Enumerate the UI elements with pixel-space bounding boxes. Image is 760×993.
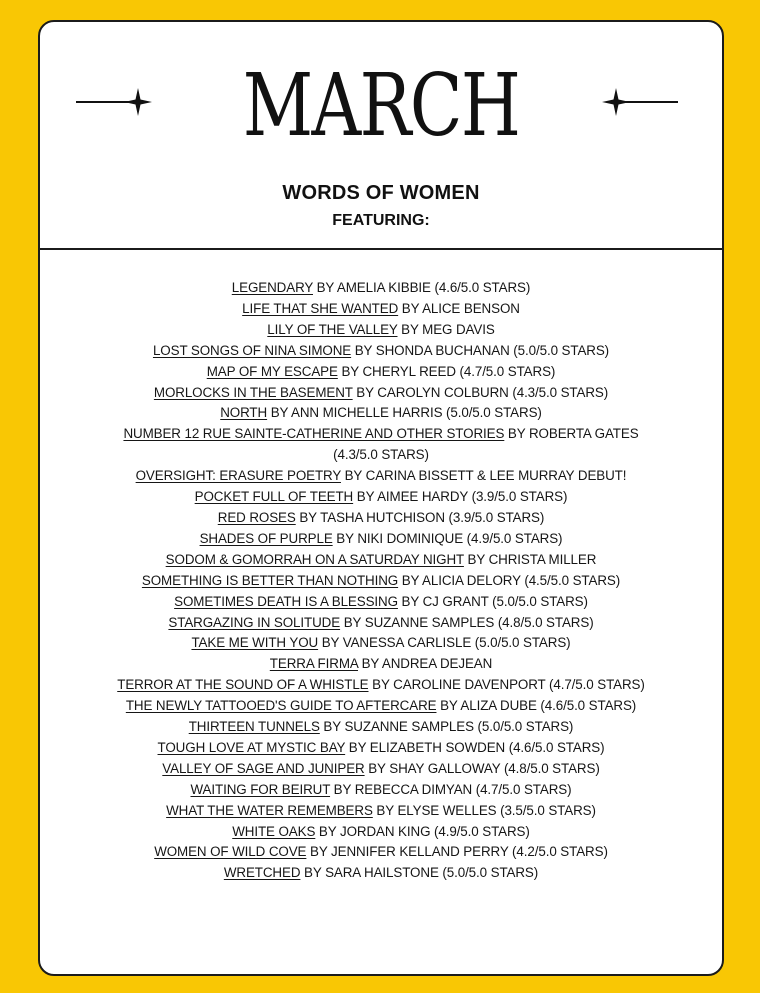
book-item xyxy=(40,278,722,299)
divider xyxy=(40,248,722,250)
book-info: BY TASHA HUTCHISON (3.9/5.0 STARS) xyxy=(295,509,545,525)
book-title[interactable]: TERRA FIRMA xyxy=(269,656,358,672)
book-info: BY CARINA BISSETT & LEE MURRAY DEBUT! xyxy=(340,468,627,484)
book-title[interactable]: LILY OF THE VALLEY xyxy=(267,321,398,337)
book-item xyxy=(40,822,722,843)
book-item xyxy=(40,863,722,884)
book-info: BY SUZANNE SAMPLES (5.0/5.0 STARS) xyxy=(319,719,574,735)
book-info: BY CHERYL REED (4.7/5.0 STARS) xyxy=(337,363,556,379)
book-item xyxy=(40,842,722,863)
book-title[interactable]: TERROR AT THE SOUND OF A WHISTLE xyxy=(117,677,369,693)
book-title[interactable]: VALLEY OF SAGE AND JUNIPER xyxy=(162,760,365,776)
book-info: BY ELIZABETH SOWDEN (4.6/5.0 STARS) xyxy=(345,739,605,755)
book-title[interactable]: LOST SONGS OF NINA SIMONE xyxy=(152,342,352,358)
book-info: BY CAROLYN COLBURN (4.3/5.0 STARS) xyxy=(352,384,609,400)
book-title[interactable]: SOMETHING IS BETTER THAN NOTHING xyxy=(141,572,399,588)
book-title[interactable]: TOUGH LOVE AT MYSTIC BAY xyxy=(157,739,346,755)
book-info: BY REBECCA DIMYAN (4.7/5.0 STARS) xyxy=(330,781,572,797)
book-item xyxy=(40,571,722,592)
book-item xyxy=(40,780,722,801)
book-title[interactable]: MORLOCKS IN THE BASEMENT xyxy=(153,384,353,400)
book-title[interactable]: THIRTEEN TUNNELS xyxy=(188,719,320,735)
book-item xyxy=(40,759,722,780)
book-item xyxy=(40,424,722,445)
book-item xyxy=(40,696,722,717)
book-info: BY NIKI DOMINIQUE (4.9/5.0 STARS) xyxy=(332,530,563,546)
book-item xyxy=(40,508,722,529)
book-title[interactable]: OVERSIGHT: ERASURE POETRY xyxy=(135,468,341,484)
book-item xyxy=(40,613,722,634)
book-title[interactable]: NUMBER 12 RUE SAINTE-CATHERINE AND OTHER STORIES xyxy=(123,426,505,442)
book-info: BY ELYSE WELLES (3.5/5.0 STARS) xyxy=(372,802,596,818)
book-info: BY ALICIA DELORY (4.5/5.0 STARS) xyxy=(398,572,621,588)
book-item xyxy=(40,550,722,571)
book-title[interactable]: LEGENDARY xyxy=(231,280,313,295)
book-info: BY AMELIA KIBBIE (4.6/5.0 STARS) xyxy=(312,280,531,295)
book-item xyxy=(40,341,722,362)
book-info: BY SHONDA BUCHANAN (5.0/5.0 STARS) xyxy=(351,342,610,358)
book-title[interactable]: STARGAZING IN SOLITUDE xyxy=(168,614,341,630)
book-item xyxy=(40,675,722,696)
book-title[interactable]: WAITING FOR BEIRUT xyxy=(190,781,331,797)
book-title[interactable]: LIFE THAT SHE WANTED xyxy=(242,300,399,316)
book-info: BY ALICE BENSON xyxy=(398,300,520,316)
book-title[interactable]: SOMETIMES DEATH IS A BLESSING xyxy=(174,593,398,609)
book-title[interactable]: WHAT THE WATER REMEMBERS xyxy=(166,802,373,818)
book-item xyxy=(40,299,722,320)
book-title[interactable]: WOMEN OF WILD COVE xyxy=(154,844,307,860)
book-info: (4.3/5.0 STARS) xyxy=(333,447,429,463)
page-title: MARCH xyxy=(242,56,520,156)
book-title[interactable]: RED ROSES xyxy=(217,509,296,525)
book-title[interactable]: POCKET FULL OF TEETH xyxy=(194,489,354,505)
book-item xyxy=(40,801,722,822)
book-item xyxy=(40,738,722,759)
book-info: BY ALIZA DUBE (4.6/5.0 STARS) xyxy=(436,698,637,714)
book-info: BY ANN MICHELLE HARRIS (5.0/5.0 STARS) xyxy=(267,405,542,421)
book-title[interactable]: SHADES OF PURPLE xyxy=(199,530,333,546)
book-item xyxy=(40,529,722,550)
book-info: BY ROBERTA GATES xyxy=(504,426,639,442)
book-list xyxy=(40,278,722,884)
book-item xyxy=(40,633,722,654)
book-item xyxy=(40,362,722,383)
book-title[interactable]: SODOM & GOMORRAH ON A SATURDAY NIGHT xyxy=(165,551,464,567)
book-item xyxy=(40,403,722,424)
book-item xyxy=(40,320,722,341)
book-item xyxy=(40,654,722,675)
book-info: BY ANDREA DEJEAN xyxy=(357,656,493,672)
book-info: BY JORDAN KING (4.9/5.0 STARS) xyxy=(315,823,530,839)
featuring-label: FEATURING: xyxy=(332,212,430,229)
book-info: BY AIMEE HARDY (3.9/5.0 STARS) xyxy=(353,489,568,505)
book-title[interactable]: TAKE ME WITH YOU xyxy=(191,635,319,651)
book-info: BY CAROLINE DAVENPORT (4.7/5.0 STARS) xyxy=(368,677,645,693)
sparkle-right-icon xyxy=(600,86,680,118)
book-item xyxy=(40,717,722,738)
book-info: BY SHAY GALLOWAY (4.8/5.0 STARS) xyxy=(364,760,600,776)
book-info: BY CHRISTA MILLER xyxy=(463,551,597,567)
book-item xyxy=(40,466,722,487)
poster-card xyxy=(38,20,724,976)
subtitle: WORDS OF WOMEN xyxy=(282,182,480,204)
book-title[interactable]: NORTH xyxy=(220,405,268,421)
book-info: BY VANESSA CARLISLE (5.0/5.0 STARS) xyxy=(318,635,571,651)
book-item xyxy=(40,592,722,613)
book-title[interactable]: THE NEWLY TATTOOED'S GUIDE TO AFTERCARE xyxy=(125,698,437,714)
book-info: BY SUZANNE SAMPLES (4.8/5.0 STARS) xyxy=(340,614,594,630)
book-item xyxy=(40,383,722,404)
book-title[interactable]: MAP OF MY ESCAPE xyxy=(206,363,338,379)
book-title[interactable]: WRETCHED xyxy=(223,865,301,881)
book-info: BY CJ GRANT (5.0/5.0 STARS) xyxy=(397,593,588,609)
book-info: BY JENNIFER KELLAND PERRY (4.2/5.0 STARS) xyxy=(306,844,608,860)
book-info: BY MEG DAVIS xyxy=(397,321,495,337)
book-title[interactable]: WHITE OAKS xyxy=(232,823,316,839)
book-info: BY SARA HAILSTONE (5.0/5.0 STARS) xyxy=(300,865,539,881)
book-item xyxy=(40,487,722,508)
book-item-continued xyxy=(40,445,722,466)
